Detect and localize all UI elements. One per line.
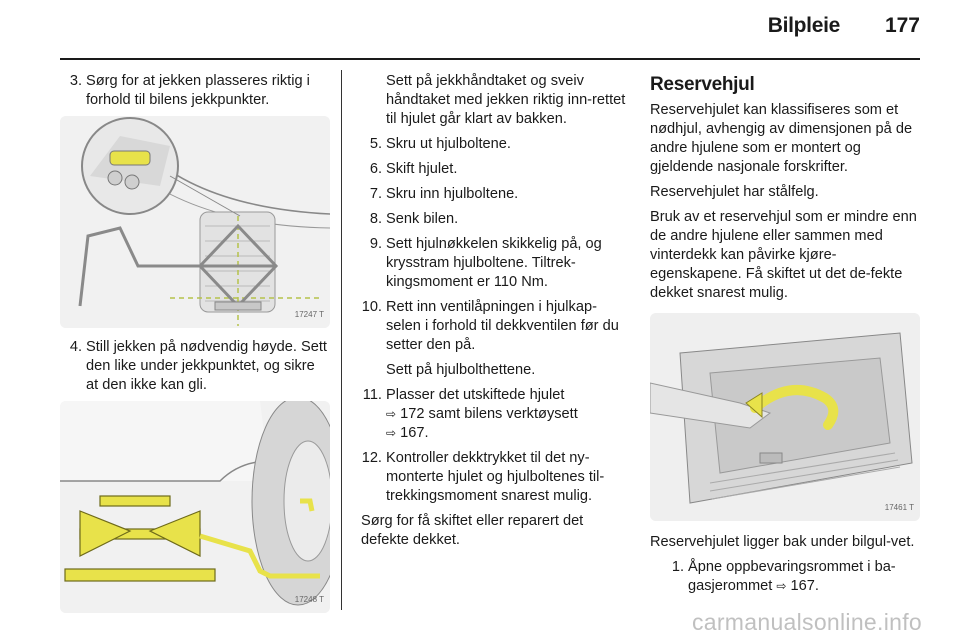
step-text: Sett på jekkhåndtaket og sveiv håndtaket med jekken riktig inn-rettet til hjulet går klart av bakken. bbox=[386, 73, 626, 127]
paragraph: Reservehjulet kan klassifiseres som et nødhjul, avhengig av dimensjonen på de andre hjulene som er montert og gjeldende nasjonale forskrifter. bbox=[650, 102, 913, 175]
page-number: 177 bbox=[884, 14, 920, 37]
column-left bbox=[60, 72, 330, 613]
paragraph: Reservehjulet har stålfelg. bbox=[650, 184, 819, 200]
paragraph: Bruk av et reservehjul som er mindre enn de andre hjulene eller sammen med vinterdekk kan påvirke kjøre-egenskapene. Få skiftet ut det de-fekte dekket snarest mulig. bbox=[650, 209, 917, 301]
spare-wheel-illustration bbox=[650, 313, 920, 521]
column-divider bbox=[341, 70, 342, 610]
step-3 bbox=[60, 72, 330, 110]
figure-code: 17247 T bbox=[294, 310, 324, 319]
step-number: 9. bbox=[369, 236, 382, 252]
step-text: Sett hjulnøkkelen skikkelig på, og krysstram hjulboltene. Tiltrek-kingsmoment er 110 Nm. bbox=[386, 236, 602, 290]
paragraph: Reservehjulet ligger bak under bilgul-vet. bbox=[650, 534, 915, 550]
xref-link[interactable]: 172 bbox=[400, 406, 425, 422]
figure-jack-placement bbox=[60, 116, 330, 328]
step-number: 5. bbox=[369, 136, 382, 152]
step-number: 10. bbox=[361, 299, 382, 315]
step-9 bbox=[355, 235, 627, 292]
step-text: samt bilens verktøysett bbox=[428, 406, 578, 422]
figure-code: 17461 T bbox=[884, 503, 914, 512]
step-subtext: Sett på hjulbolthettene. bbox=[386, 362, 536, 378]
jack-raising-illustration bbox=[60, 401, 330, 613]
step-text: Still jekken på nødvendig høyde. Sett den like under jekkpunktet, og sikre at den ikke kan gli. bbox=[86, 339, 327, 393]
step-number: 8. bbox=[369, 211, 382, 227]
step-text: Sørg for at jekken plasseres riktig i forhold til bilens jekkpunkter. bbox=[86, 73, 310, 108]
step-number: 11. bbox=[362, 387, 382, 403]
step-5 bbox=[355, 135, 627, 154]
column-right bbox=[650, 72, 922, 602]
step-text: Senk bilen. bbox=[386, 211, 459, 227]
step-text: Skru ut hjulboltene. bbox=[386, 136, 511, 152]
xref-arrow-icon: ⇨ bbox=[776, 579, 787, 593]
step-11 bbox=[355, 386, 627, 443]
step-number: 4. bbox=[69, 339, 82, 355]
step-text: Skift hjulet. bbox=[386, 161, 458, 177]
step-text: Åpne oppbevaringsrommet i ba-gasjerommet bbox=[688, 559, 896, 594]
step-number: 1. bbox=[671, 559, 684, 575]
closing-text: Sørg for få skiftet eller reparert det defekte dekket. bbox=[361, 513, 584, 548]
step-8 bbox=[355, 210, 627, 229]
step-number: 12. bbox=[361, 450, 382, 466]
step-text: Rett inn ventilåpningen i hjulkap-selen i forhold til dekkventilen før du setter den på. bbox=[386, 299, 619, 353]
step-text: Kontroller dekktrykket til det ny-monterte hjulet og hjulboltenes til-trekkingsmoment snarest mulig. bbox=[386, 450, 605, 504]
step-10 bbox=[355, 298, 627, 380]
step-number: 6. bbox=[369, 161, 382, 177]
step-6 bbox=[355, 160, 627, 179]
step-1 bbox=[650, 558, 922, 596]
step-number: 7. bbox=[369, 186, 382, 202]
column-middle bbox=[355, 72, 627, 556]
step-text: Skru inn hjulboltene. bbox=[386, 186, 519, 202]
figure-spare-wheel bbox=[650, 313, 920, 521]
chapter-title: Bilpleie bbox=[767, 14, 840, 37]
section-heading: Reservehjul bbox=[650, 74, 755, 95]
figure-code: 17248 T bbox=[294, 595, 324, 604]
step-text: Plasser det utskiftede hjulet bbox=[386, 387, 565, 403]
step-4-continued bbox=[355, 72, 627, 129]
xref-link[interactable]: 167. bbox=[790, 578, 819, 594]
step-number: 3. bbox=[69, 73, 82, 89]
jack-placement-illustration bbox=[60, 116, 330, 328]
figure-jack-raising bbox=[60, 401, 330, 613]
header-rule bbox=[60, 58, 920, 60]
step-4 bbox=[60, 338, 330, 395]
xref-link[interactable]: 167. bbox=[400, 425, 429, 441]
step-7 bbox=[355, 185, 627, 204]
watermark: carmanualsonline.info bbox=[691, 609, 922, 635]
xref-arrow-icon: ⇨ bbox=[386, 426, 397, 440]
xref-arrow-icon: ⇨ bbox=[386, 407, 397, 421]
step-12 bbox=[355, 449, 627, 506]
